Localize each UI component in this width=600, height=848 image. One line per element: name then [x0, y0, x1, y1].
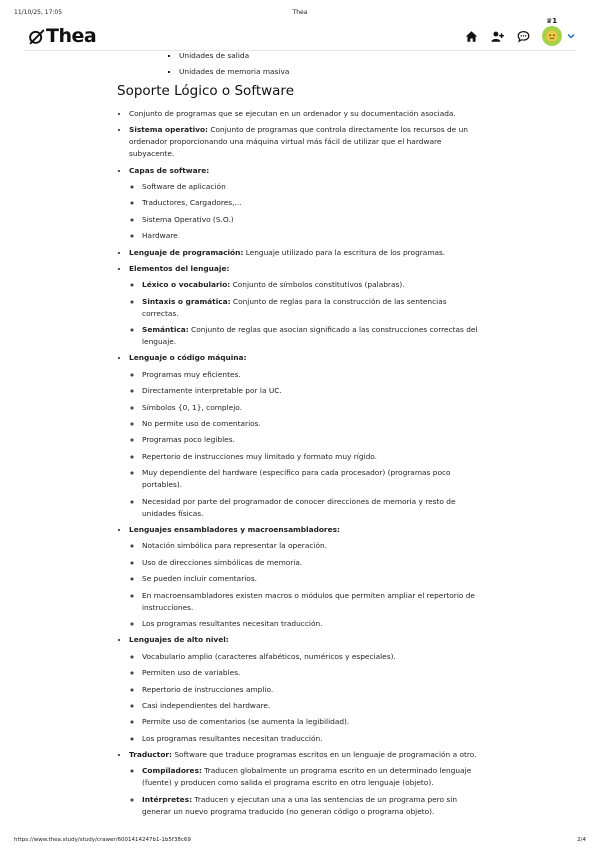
- term-label: Léxico o vocabulario:: [142, 280, 231, 290]
- item-text: Notación simbólica para representar la operación.: [142, 541, 328, 551]
- item-text: Uso de direcciones simbólicas de memoria.: [142, 557, 303, 567]
- item-text: No permite uso de comentarios.: [142, 419, 261, 429]
- term-label: Lenguaje o código máquina:: [129, 353, 247, 363]
- top-navbar: [24, 17, 576, 51]
- thea-logo[interactable]: [28, 25, 96, 47]
- user-avatar[interactable]: [542, 17, 562, 46]
- list-item: [129, 124, 483, 160]
- item-text: Conjunto de símbolos constitutivos (palabras).: [230, 280, 405, 290]
- term-label: Lenguajes ensambladores y macroensambladores:: [129, 524, 340, 534]
- item-text: Directamente interpretable por la UC.: [142, 386, 282, 396]
- term-label: Intérpretes:: [142, 794, 193, 804]
- sub-list: [129, 651, 483, 745]
- item-text: Repertorio de instrucciones muy limitado y formato muy rígido.: [142, 451, 378, 461]
- term-label: Sistema operativo:: [129, 125, 208, 135]
- list-item: [129, 749, 483, 818]
- term-label: Compiladores:: [142, 766, 202, 776]
- item-text: Conjunto de programas que se ejecutan en un ordenador y su documentación asociada.: [129, 108, 456, 118]
- term-label: Lenguajes de alto nivel:: [129, 635, 229, 645]
- list-item: [129, 263, 483, 348]
- nav-icons: [452, 17, 576, 46]
- sub-list-item: [142, 324, 483, 348]
- item-text: Vocabulario amplio (caracteres alfabéticos, numéricos y especiales).: [142, 651, 396, 661]
- item-text: Software que traduce programas escritos en un lenguaje de programación a otro.: [172, 750, 477, 760]
- main-list: [117, 108, 483, 818]
- document-content: [117, 50, 483, 822]
- sub-list-item: [142, 540, 483, 552]
- sub-list-item: [142, 573, 483, 585]
- print-page-number: 2/4: [577, 837, 586, 843]
- list-item: ▪ Unidades de salida: [179, 50, 483, 62]
- item-text: Los programas resultantes necesitan traducción.: [142, 618, 323, 628]
- list-item: [129, 247, 483, 259]
- list-item: [129, 108, 483, 120]
- sub-list: [129, 279, 483, 348]
- sub-list-item: [142, 618, 483, 630]
- print-date: 11/10/25, 17:05: [14, 9, 63, 16]
- avatar-face: [542, 26, 562, 46]
- sub-list-item: [142, 418, 483, 430]
- term-label: Capas de software:: [129, 165, 210, 175]
- sub-list: [129, 765, 483, 817]
- print-title: Thea: [292, 9, 308, 16]
- list-item: [129, 352, 483, 519]
- sub-list-item: [142, 434, 483, 446]
- item-text: Conjunto de reglas que asocian significado a las construcciones correctas del lenguaje.: [142, 325, 478, 347]
- thea-logo-icon: [28, 28, 45, 45]
- sub-list: [129, 181, 483, 242]
- item-text: Conjunto de programas que controla directamente los recursos de un ordenador proporcionando una máquina virtual más fácil de utilizar que el hardware subyacente.: [129, 125, 468, 159]
- item-text: Hardware: [142, 231, 178, 241]
- chevron-down-icon[interactable]: [566, 31, 576, 41]
- avatar-badge: ♛1: [546, 17, 558, 25]
- sub-list: [129, 540, 483, 630]
- term-label: Elementos del lenguaje:: [129, 263, 230, 273]
- item-text: Traductores, Cargadores,...: [142, 198, 242, 208]
- term-label: Traductor:: [129, 750, 173, 760]
- section-title: Soporte Lógico o Software: [117, 82, 294, 99]
- item-text: Software de aplicación: [142, 181, 226, 191]
- term-label: Sintaxis o gramática:: [142, 296, 231, 306]
- item-text: Se pueden incluir comentarios.: [142, 574, 258, 584]
- add-user-icon[interactable]: [490, 29, 504, 43]
- intro-list: [117, 50, 483, 78]
- sub-list-item: [142, 590, 483, 614]
- item-text: Sistema Operativo (S.O.): [142, 214, 234, 224]
- sub-list-item: [142, 181, 483, 193]
- item-text: En macroensambladores existen macros o módulos que permiten ampliar el repertorio de instrucciones.: [142, 590, 475, 612]
- item-text: Necesidad por parte del programador de conocer direcciones de memoria y resto de unidades físicas.: [142, 496, 456, 518]
- list-item: [129, 165, 483, 243]
- list-item: [129, 524, 483, 630]
- sub-list-item: [142, 794, 483, 818]
- sub-list-item: [142, 651, 483, 663]
- item-text: Conjunto de reglas para la construcción de las sentencias correctas.: [142, 296, 447, 318]
- sub-list-item: [142, 467, 483, 491]
- sub-list-item: [142, 733, 483, 745]
- item-text: Traducen y ejecutan una a una las sentencias de un programa pero sin generar un nuevo programa traducido (no generan código o programa objeto).: [142, 794, 458, 816]
- sub-list-item: [142, 557, 483, 569]
- term-label: Lenguaje de programación:: [129, 247, 244, 257]
- sub-list-item: [142, 296, 483, 320]
- sub-list-item: [142, 402, 483, 414]
- avatar-face-icon: [545, 29, 559, 43]
- item-text: Permiten uso de variables.: [142, 668, 241, 678]
- item-text: Programas poco legibles.: [142, 435, 235, 445]
- item-text: Los programas resultantes necesitan traducción.: [142, 733, 323, 743]
- list-item: ▪ Unidades de memoria masiva: [179, 66, 483, 78]
- sub-list: [129, 369, 483, 520]
- sub-list-item: [142, 700, 483, 712]
- sub-list-item: [142, 451, 483, 463]
- sub-list-item: [142, 684, 483, 696]
- item-text: Lenguaje utilizado para la escritura de los programas.: [243, 247, 446, 257]
- sub-list-item: [142, 765, 483, 789]
- item-text: Muy dependiente del hardware (específico para cada procesador) (programas poco portables).: [142, 468, 451, 490]
- term-label: Semántica:: [142, 325, 189, 335]
- sub-list-item: [142, 667, 483, 679]
- home-icon[interactable]: [464, 29, 478, 43]
- sub-list-item: [142, 496, 483, 520]
- item-text: Permite uso de comentarios (se aumenta la legibilidad).: [142, 717, 350, 727]
- logo-text: Thea: [46, 25, 97, 47]
- sub-list-item: [142, 385, 483, 397]
- sub-list-item: [142, 230, 483, 242]
- item-text: Programas muy eficientes.: [142, 369, 241, 379]
- list-item: [129, 634, 483, 744]
- chat-icon[interactable]: [516, 29, 530, 43]
- item-text: Repertorio de instrucciones amplio.: [142, 684, 274, 694]
- item-text: Traducen globalmente un programa escrito en un determinado lenguaje (fuente) y producen como salida el programa escrito en otro lenguaje (objeto).: [142, 766, 472, 788]
- sub-list-item: [142, 279, 483, 291]
- sub-list-item: [142, 197, 483, 209]
- print-url: https://www.thea.study/study/crawer/6001414247b1-1b5f38c69: [14, 837, 191, 843]
- item-text: Símbolos {0, 1}, complejo.: [142, 402, 243, 412]
- sub-list-item: [142, 214, 483, 226]
- sub-list-item: [142, 716, 483, 728]
- sub-list-item: [142, 369, 483, 381]
- item-text: Casi independientes del hardware.: [142, 700, 271, 710]
